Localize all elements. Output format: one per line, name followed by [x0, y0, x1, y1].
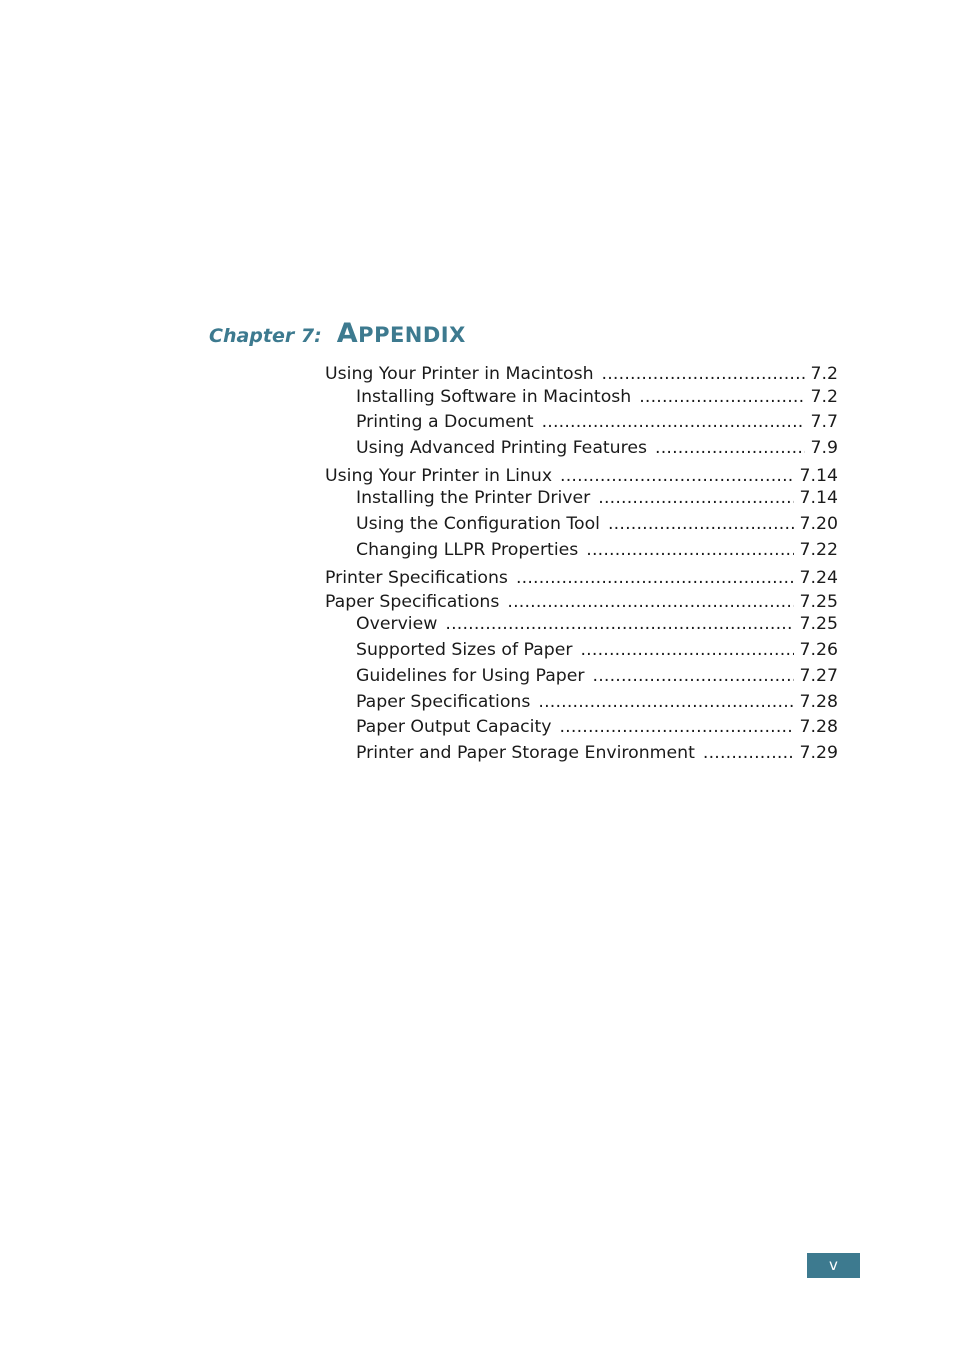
toc-entry[interactable]	[325, 362, 838, 386]
toc-entry[interactable]	[356, 538, 838, 562]
toc-leader	[639, 385, 804, 409]
toc-entry-page: 7.29	[799, 743, 838, 763]
chapter-heading	[209, 318, 466, 349]
toc-entry-page: 7.7	[810, 412, 838, 432]
toc-entry-title: Printing a Document	[356, 412, 534, 432]
toc-entry-page: 7.2	[810, 387, 838, 407]
toc-leader	[580, 638, 793, 662]
toc-entry-page: 7.22	[799, 540, 838, 560]
toc-entry-title: Using Your Printer in Linux	[325, 466, 553, 486]
toc-entry[interactable]	[325, 464, 838, 488]
toc-entry[interactable]	[325, 590, 838, 614]
chapter-title	[337, 318, 466, 349]
toc-entry-title: Supported Sizes of Paper	[356, 640, 573, 660]
toc-leader	[598, 486, 793, 510]
toc-entry[interactable]	[356, 385, 838, 409]
toc-entry-title: Paper Output Capacity	[356, 717, 552, 737]
toc-leader	[542, 410, 805, 434]
toc-entry[interactable]	[356, 612, 838, 636]
toc-entry-page: 7.26	[799, 640, 838, 660]
toc-entry[interactable]	[356, 486, 838, 510]
toc-leader	[445, 612, 793, 636]
toc-entry-page: 7.25	[799, 614, 838, 634]
toc-leader	[593, 664, 794, 688]
toc-entry-title: Installing Software in Macintosh	[356, 387, 632, 407]
toc-entry[interactable]	[356, 715, 838, 739]
chapter-title-rest: PPENDIX	[358, 323, 466, 347]
toc-entry-title: Guidelines for Using Paper	[356, 666, 585, 686]
toc-leader	[703, 741, 794, 765]
toc-entry-page: 7.9	[810, 438, 838, 458]
toc-entry-title: Using the Configuration Tool	[356, 514, 600, 534]
toc-entry-title: Printer and Paper Storage Environment	[356, 743, 695, 763]
toc-entry-page: 7.20	[799, 514, 838, 534]
toc-leader	[538, 690, 793, 714]
toc-leader	[602, 362, 805, 386]
toc-entry-title: Changing LLPR Properties	[356, 540, 579, 560]
toc-entry-title: Printer Specifications	[325, 568, 508, 588]
toc-entry-title: Paper Specifications	[356, 692, 531, 712]
toc-leader	[586, 538, 793, 562]
toc-entry[interactable]	[356, 410, 838, 434]
toc-entry-title: Paper Specifications	[325, 592, 500, 612]
toc-entry-title: Overview	[356, 614, 438, 634]
toc-entry[interactable]	[356, 512, 838, 536]
toc-leader	[559, 715, 793, 739]
toc-entry-title: Installing the Printer Driver	[356, 488, 591, 508]
page-number-badge: v	[807, 1253, 860, 1278]
toc-entry-page: 7.25	[799, 592, 838, 612]
toc-entry-page: 7.24	[799, 568, 838, 588]
toc-entry-page: 7.14	[799, 466, 838, 486]
toc-leader	[516, 566, 794, 590]
toc-entry[interactable]	[356, 638, 838, 662]
toc-leader	[507, 590, 793, 614]
toc-entry[interactable]	[356, 690, 838, 714]
toc-entry[interactable]	[325, 566, 838, 590]
toc-leader	[608, 512, 794, 536]
toc-entry[interactable]	[356, 741, 838, 765]
toc-leader	[655, 436, 805, 460]
toc-entry-title: Using Advanced Printing Features	[356, 438, 647, 458]
toc-leader	[560, 464, 793, 488]
chapter-label: Chapter 7:	[209, 325, 322, 347]
toc-entry-page: 7.27	[799, 666, 838, 686]
toc-entry-title: Using Your Printer in Macintosh	[325, 364, 594, 384]
toc-entry-page: 7.28	[799, 717, 838, 737]
toc-entry-page: 7.2	[810, 364, 838, 384]
toc-entry[interactable]	[356, 664, 838, 688]
toc-entry[interactable]	[356, 436, 838, 460]
toc-entry-page: 7.28	[799, 692, 838, 712]
chapter-title-initial: A	[336, 318, 359, 349]
toc-entry-page: 7.14	[799, 488, 838, 508]
